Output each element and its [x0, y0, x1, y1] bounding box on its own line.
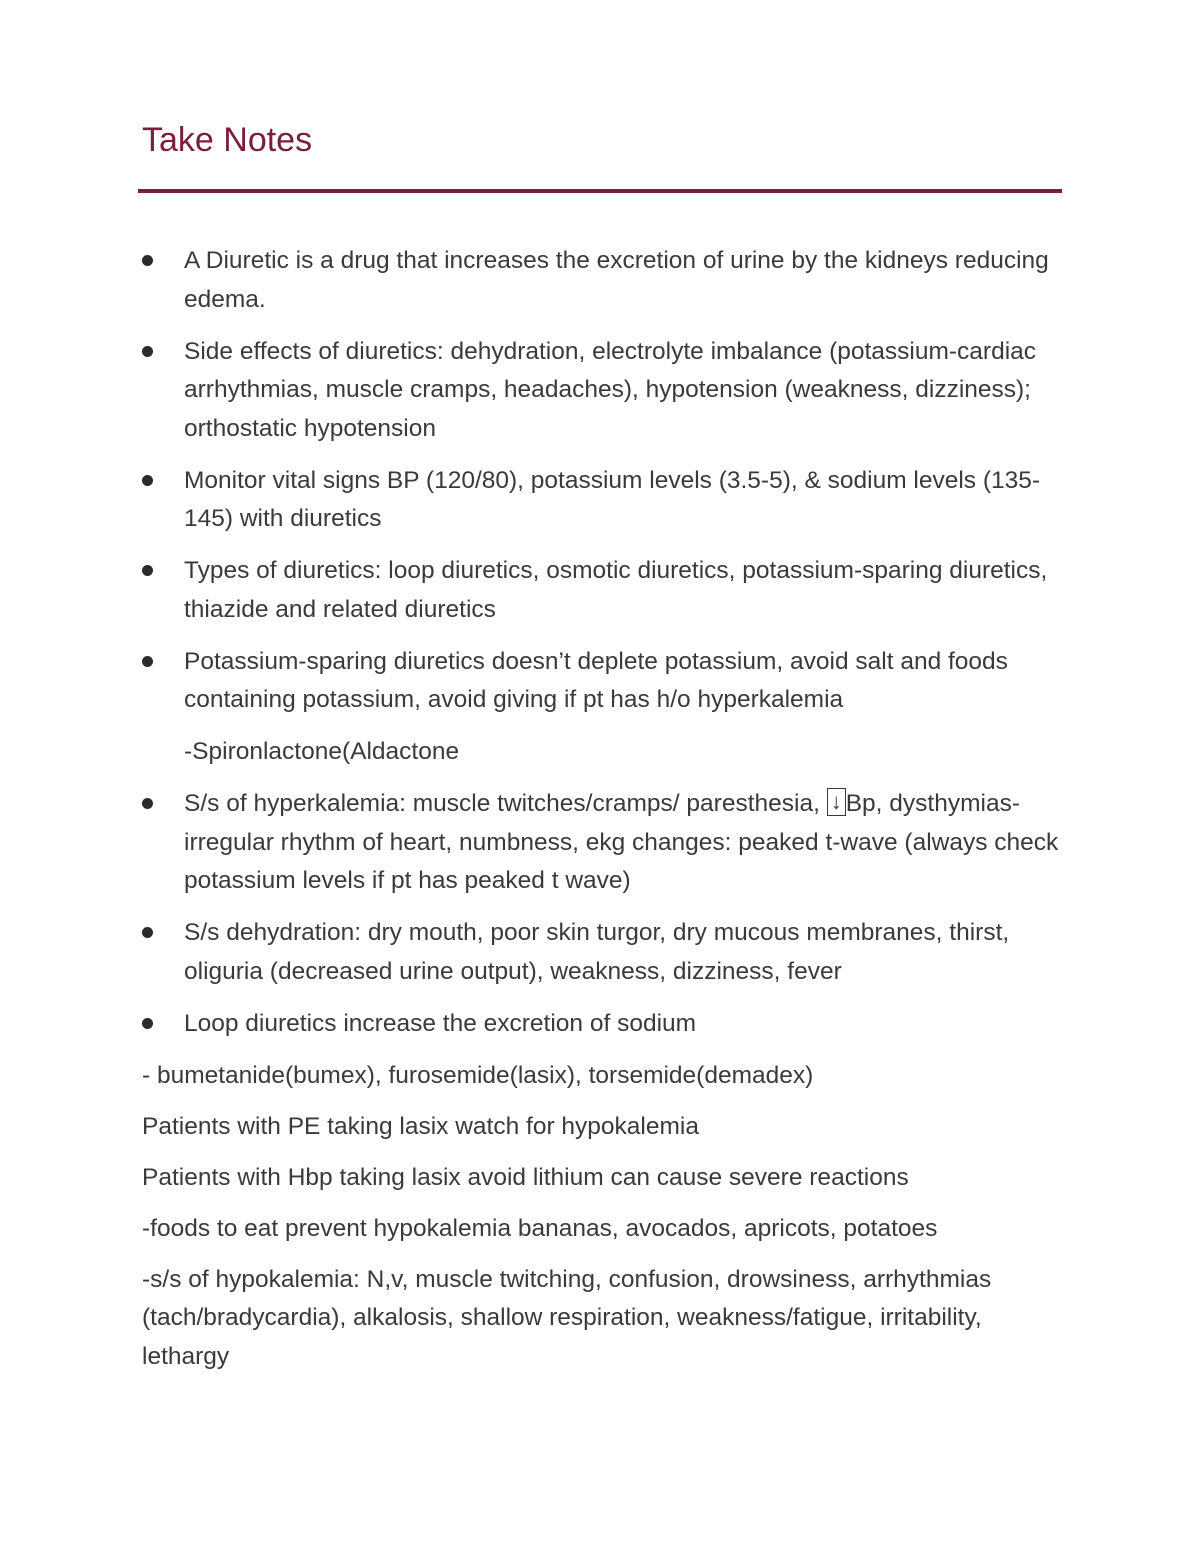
- list-item: S/s of hyperkalemia: muscle twitches/cramps/ paresthesia, ↓ Bp, dysthymias-irregular rhythm of heart, numbness, ekg changes: peaked t-wave (always check potassium levels if pt has peaked t wave): [142, 785, 1062, 901]
- spironolactone-line: -Spironlactone(Aldactone: [184, 738, 460, 765]
- notes-body: [142, 242, 1062, 1389]
- bullet-icon: [142, 346, 153, 357]
- notes-list: [142, 242, 1062, 720]
- list-item: S/s dehydration: dry mouth, poor skin turgor, dry mucous membranes, thirst, oliguria (decreased urine output), weakness, dizziness, fever: [142, 914, 1062, 991]
- list-item: Monitor vital signs BP (120/80), potassium levels (3.5-5), & sodium levels (135-145) with diuretics: [142, 462, 1062, 539]
- bullet-icon: [142, 255, 153, 266]
- title-divider: [138, 189, 1062, 193]
- drug-names-line: - bumetanide(bumex), furosemide(lasix), torsemide(demadex): [142, 1061, 814, 1089]
- bullet-icon: [142, 656, 153, 667]
- pe-lasix-note: Patients with PE taking lasix watch for hypokalemia: [142, 1112, 699, 1140]
- down-arrow-icon: ↓: [827, 788, 846, 816]
- hbp-lithium-note: Patients with Hbp taking lasix avoid lithium can cause severe reactions: [142, 1163, 909, 1191]
- list-item: Types of diuretics: loop diuretics, osmotic diuretics, potassium-sparing diuretics, thiazide and related diuretics: [142, 552, 1062, 629]
- notes-list: [142, 785, 1062, 1043]
- bullet-icon: [142, 927, 153, 938]
- bullet-icon: [142, 798, 153, 809]
- page-title: Take Notes: [142, 121, 313, 159]
- bullet-icon: [142, 475, 153, 486]
- list-item: Potassium-sparing diuretics doesn’t deplete potassium, avoid salt and foods containing potassium, avoid giving if pt has h/o hyperkalemia: [142, 643, 1062, 720]
- list-item: Side effects of diuretics: dehydration, electrolyte imbalance (potassium-cardiac arrhythmias, muscle cramps, headaches), hypotension (weakness, dizziness); orthostatic hypotension: [142, 333, 1062, 449]
- list-item: A Diuretic is a drug that increases the excretion of urine by the kidneys reducing edema.: [142, 242, 1062, 319]
- foods-note: -foods to eat prevent hypokalemia bananas, avocados, apricots, potatoes: [142, 1214, 938, 1242]
- bullet-icon: [142, 565, 153, 576]
- list-item: Loop diuretics increase the excretion of sodium: [142, 1005, 1062, 1044]
- hypokalemia-signs-note: -s/s of hypokalemia: N,v, muscle twitching, confusion, drowsiness, arrhythmias (tach/bradycardia), alkalosis, shallow respiration, weakness/fatigue, irritability, lethargy: [142, 1265, 992, 1370]
- bullet-icon: [142, 1018, 153, 1029]
